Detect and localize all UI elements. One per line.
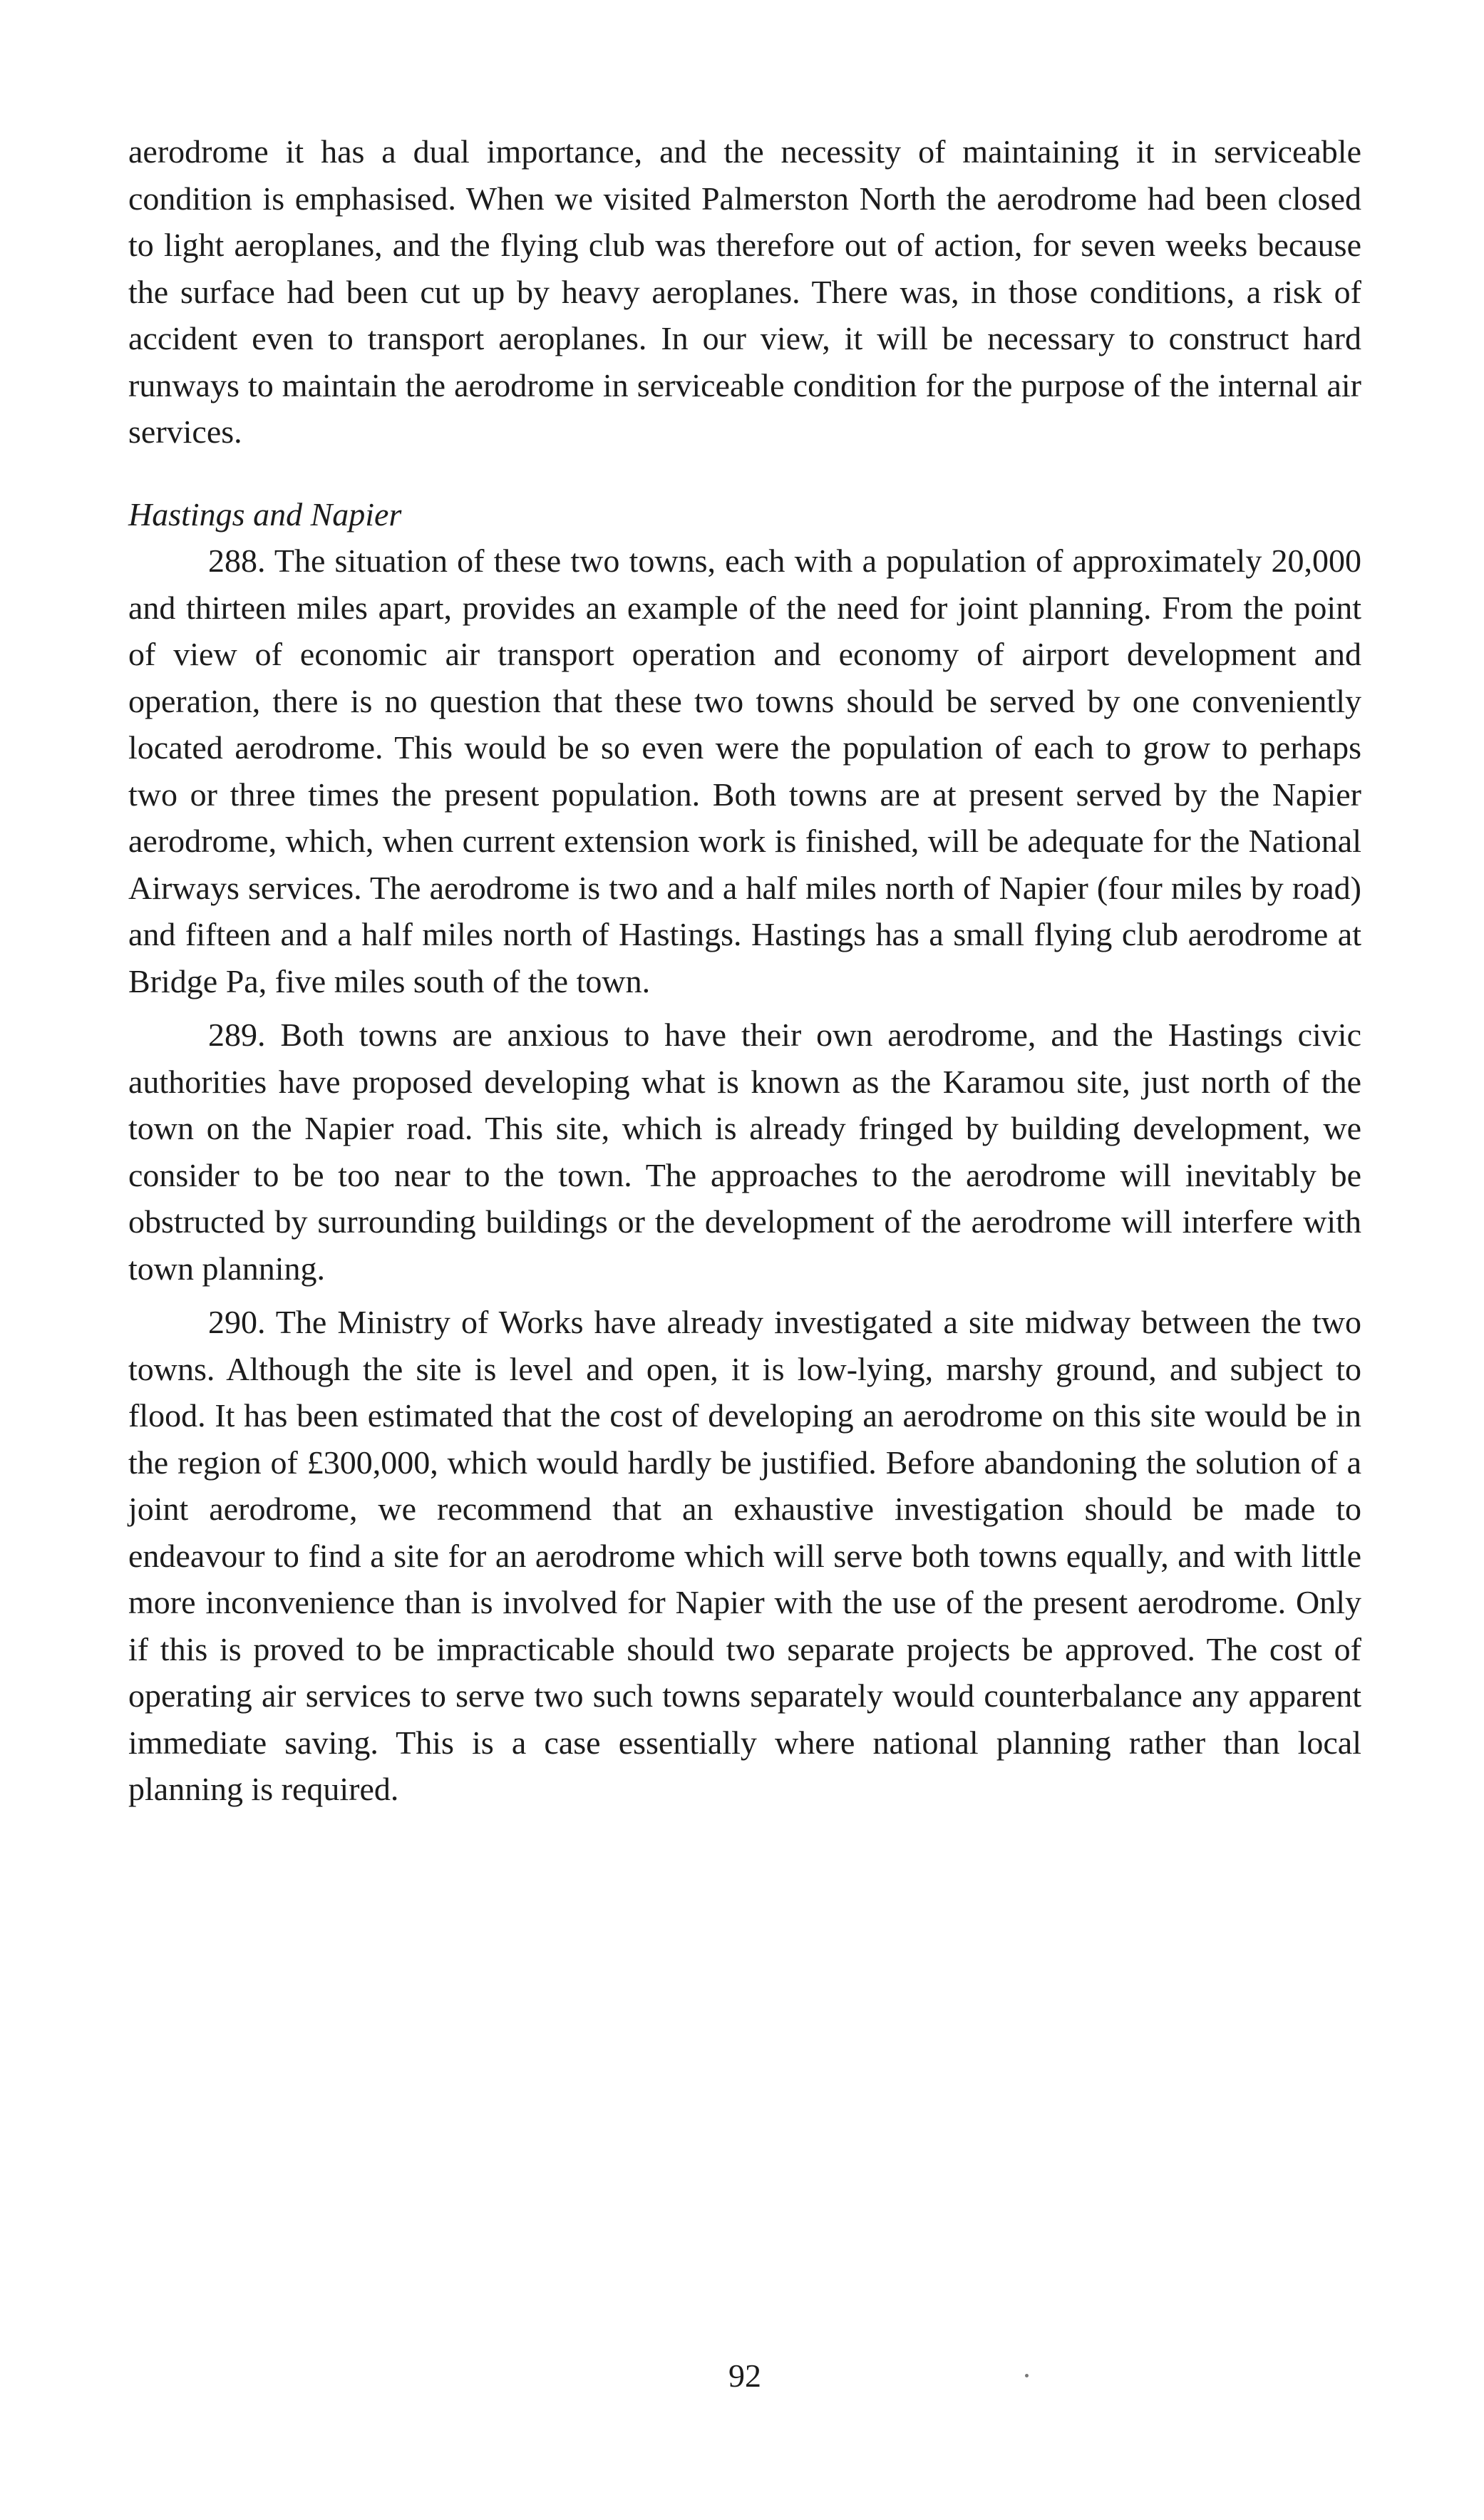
paragraph-text: The situation of these two towns, each with a population of approximately 20,000 and thirteen miles apart, provides an example of the need for joint planning. From the point of view of economic air transport operation and economy of airport development and operation, there is no question that these two towns should be served by one conveniently located aerodrome. This would be so even were the population of each to grow to perhaps two or three times the present population. Both towns are at present served by the Napier aerodrome, which, when current extension work is finished, will be adequate for the National Airways services. The aerodrome is two and a half miles north of Napier (four miles by road) and fifteen and a half miles north of Hastings. Hastings has a small flying club aerodrome at Bridge Pa, five miles south of the town.: [128, 542, 1362, 999]
paragraph-text: Both towns are anxious to have their own aerodrome, and the Hastings civic authorities have proposed developing what is known as the Karamou site, just north of the town on the Napier road. This site, which is already fringed by building development, we consider to be too near to the town. The approaches to the aerodrome will inevitably be obstructed by surrounding buildings or the development of the aerodrome will interfere with town planning.: [128, 1017, 1361, 1287]
scan-speck: [1025, 2374, 1029, 2377]
paragraph-288: [128, 538, 1361, 1004]
section-spacer: [128, 456, 1361, 491]
paragraph-number: 290.: [208, 1304, 266, 1340]
continuation-paragraph: aerodrome it has a dual importance, and the necessity of maintaining it in serviceable condition is emphasised. When we visited Palmerston North the aerodrome had been closed to light aeroplanes, and the flying club was therefore out of action, for seven weeks because the surface had been cut up by heavy aeroplanes. There was, in those conditions, a risk of accident even to transport aeroplanes. In our view, it will be necessary to construct hard runways to maintain the aerodrome in serviceable condition for the purpose of the internal air services.: [128, 133, 1361, 450]
paragraph-289: [128, 1012, 1361, 1292]
paragraph-number: 288.: [208, 542, 266, 579]
document-page: [128, 128, 1361, 1813]
section-heading: Hastings and Napier: [128, 495, 402, 533]
page-number: 92: [728, 2357, 761, 2394]
paragraph-text: The Ministry of Works have already investigated a site midway between the two towns. Although the site is level and open, it is low-lying, marshy ground, and subject to flood. It has been estimated that the cost of developing an aerodrome on this site would be in the region of £300,000, which would hardly be justified. Before abandoning the solution of a joint aerodrome, we recommend that an exhaustive investigation should be made to endeavour to find a site for an aerodrome which will serve both towns equally, and with little more inconvenience than is involved for Napier with the use of the present aerodrome. Only if this is proved to be impracticable should two separate projects be approved. The cost of operating air services to serve two such towns separately would counterbalance any apparent immediate saving. This is a case essentially where national planning rather than local planning is required.: [128, 1304, 1361, 1807]
paragraph-290: [128, 1299, 1361, 1813]
paragraph-number: 289.: [208, 1017, 266, 1053]
